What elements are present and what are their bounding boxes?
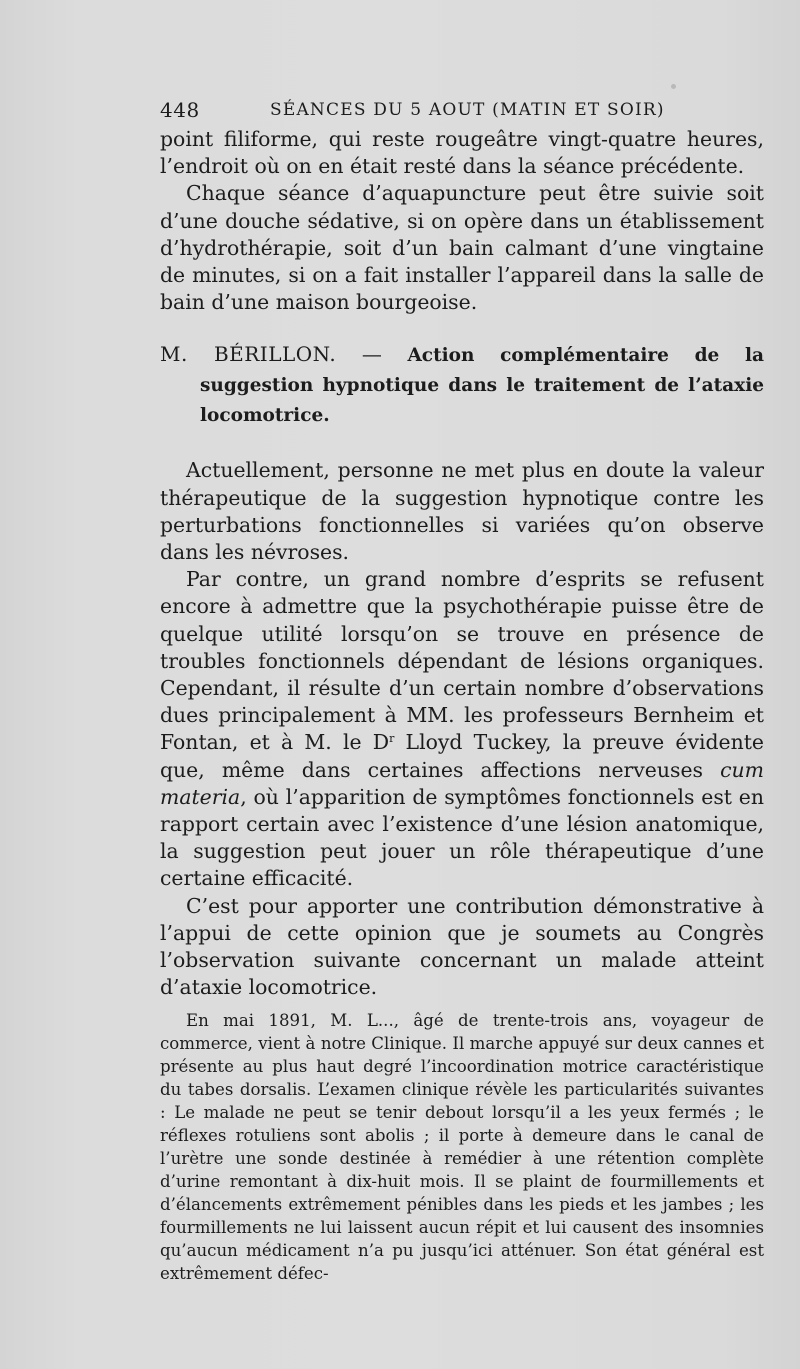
- paragraph: Actuellement, personne ne met plus en doute la valeur thérapeutique de la suggestion hypnotique contre les perturbations fonctionnelles si variées qu’on observe dans les névroses.: [160, 458, 764, 565]
- section-dash: —: [336, 342, 408, 367]
- running-head: SÉANCES DU 5 AOUT (MATIN ET SOIR): [270, 100, 665, 120]
- case-report-paragraph: En mai 1891, M. L..., âgé de trente-trois ans, voyageur de commerce, vient à notre Clinique. Il marche appuyé sur deux cannes et présente au plus haut degré l’incoordination motrice caractéristique du tabes dorsalis. L’examen clinique révèle les particularités suivantes : Le malade ne peut se tenir debout lorsqu’il a les yeux fermés ; le réflexes rotuliens sont abolis ; il porte à demeure dans le canal de l’urètre une sonde destinée à remédier à une rétention complète d’urine remontant à dix-huit mois. Il se plaint de fourmillements et d’élancements extrêmement pénibles dans les pieds et les jambes ; les fourmillements ne lui laissent aucun répit et lui causent des insomnies qu’aucun médicament n’a pu jusqu’ici atténuer. Son état général est extrêmement défec-: [160, 1011, 764, 1284]
- paragraph: C’est pour apporter une contribution démonstrative à l’appui de cette opinion que je soumets au Congrès l’observation suivante concernant un malade atteint d’ataxie locomotrice.: [160, 893, 764, 1000]
- paragraph: [160, 566, 764, 892]
- paragraph-text: Lloyd Tuckey, la preuve évidente que, même dans certaines affections nerveuses: [160, 730, 764, 782]
- page-number: 448: [160, 98, 200, 122]
- paper-speck: [671, 84, 676, 89]
- section-title: Action complémentaire de la suggestion hypnotique dans le traitement de l’ataxie locomotrice.: [200, 345, 764, 427]
- section-heading: [160, 340, 764, 430]
- page-header: [160, 98, 665, 128]
- superscript: r: [389, 732, 395, 746]
- section-author: M. BÉRILLON.: [160, 342, 337, 367]
- paragraph-text: , où l’apparition de symptômes fonctionnels est en rapport certain avec l’existence d’une lésion anatomique, la suggestion peut jouer un rôle thérapeutique d’une certaine efficacité.: [160, 784, 764, 891]
- paragraph-text: Par contre, un grand nombre d’esprits se refusent encore à admettre que la psychothérapie puisse être de quelque utilité lorsqu’on se trouve en présence de troubles fonctionnels dépendant de lésions organiques. Cependant, il résulte d’un certain nombre d’observations dues principalement à MM. les professeurs Bernheim et Fontan, et à M. le D: [160, 567, 764, 755]
- paragraph: Chaque séance d’aquapuncture peut être suivie soit d’une douche sédative, si on opère dans un établissement d’hydrothérapie, soit d’un bain calmant d’une vingtaine de minutes, si on a fait installer l’appareil dans la salle de bain d’une maison bourgeoise.: [160, 181, 764, 315]
- paragraph: point filiforme, qui reste rougeâtre vingt-quatre heures, l’endroit où on en était resté dans la séance précédente.: [160, 127, 764, 179]
- italic-phrase: cum materia: [160, 757, 764, 809]
- page-body: [160, 126, 764, 1285]
